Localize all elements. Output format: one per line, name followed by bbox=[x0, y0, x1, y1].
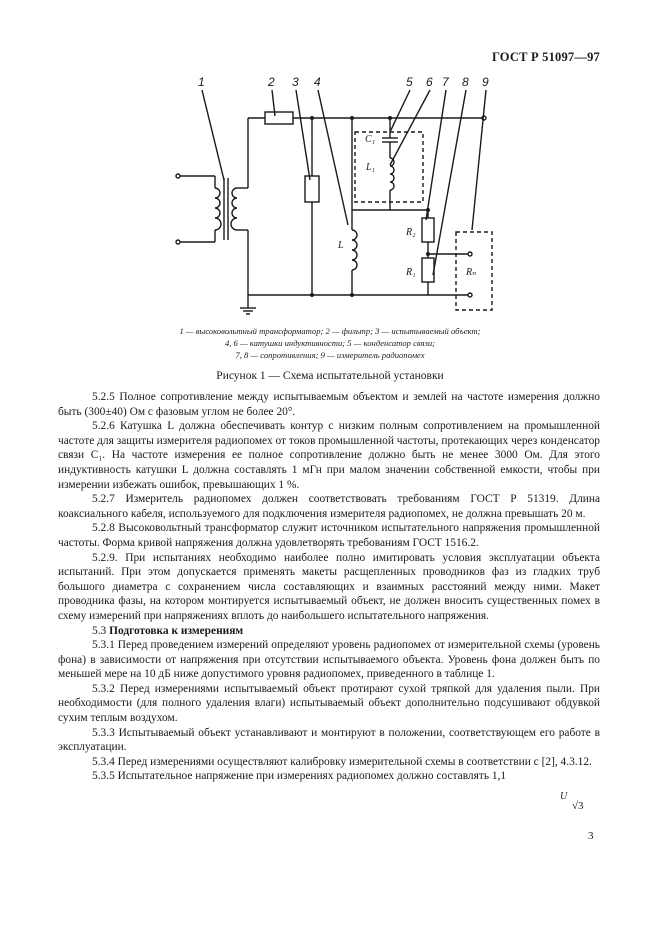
paragraph-5-3-4: 5.3.4 Перед измерениями осуществляют калибровку измерительной схемы в соответствии с [2], 4.3.12. bbox=[92, 755, 592, 768]
label-r2: R₂ bbox=[406, 227, 416, 238]
body-text bbox=[58, 390, 600, 784]
figure-number-8: 8 bbox=[462, 75, 469, 89]
section-title: Подготовка к измерениям bbox=[109, 624, 244, 637]
paragraph-5-3-3: 5.3.3 Испытываемый объект устанавливают и монтируют в положении, соответствующем его работе в эксплуатации. bbox=[58, 726, 600, 754]
circuit-schematic bbox=[150, 70, 510, 330]
figure-legend bbox=[60, 325, 600, 361]
figure-number-7: 7 bbox=[442, 75, 449, 89]
paragraph-5-2-9: 5.2.9. При испытаниях необходимо наиболее полно имитировать условия эксплуатации объекта испытаний. При этом допускается применять макеты расщепленных проводников фаз из гладких труб большого диаметра с сохранением числа составляющих и взаимных расстояний между ними. Макет проводника фазы, на котором монтируется испытываемый объект, не должен вносить существенных помех в схему измерений при напряжениях вплоть до наибольшего испытательного напряжения. bbox=[58, 551, 600, 622]
paragraph-5-2-8: 5.2.8 Высоковольтный трансформатор служит источником испытательного напряжения промышленной частоты. Форма кривой напряжения должна удовлетворять требованиям ГОСТ 1516.2. bbox=[58, 522, 600, 549]
label-c1: C₁ bbox=[365, 134, 376, 145]
junction-dot bbox=[350, 116, 354, 120]
figure-number-5: 5 bbox=[406, 75, 413, 89]
paragraph-5-3-5: 5.3.5 Испытательное напряжение при измерениях радиопомех должно составлять 1,1 bbox=[92, 770, 507, 783]
legend-line: 4, 6 — катушки индуктивности; 5 — конденсатор связи; bbox=[224, 338, 436, 348]
section-heading bbox=[58, 624, 600, 639]
figure-number-6: 6 bbox=[426, 75, 433, 89]
document-header: ГОСТ Р 51097—97 bbox=[491, 50, 600, 64]
figure-number-1: 1 bbox=[198, 75, 205, 89]
figure-number-4: 4 bbox=[314, 75, 321, 89]
paragraph-5-2-7: 5.2.7 Измеритель радиопомех должен соответствовать требованиям ГОСТ Р 51319. Длина коаксиального кабеля, используемого для подключения измерителя радиопомех, не должна превышать 20 м. bbox=[58, 493, 600, 520]
label-r1: R₁ bbox=[406, 267, 416, 278]
figure-caption: Рисунок 1 — Схема испытательной установки bbox=[216, 370, 444, 382]
paragraph-5-3-1: 5.3.1 Перед проведением измерений определяют уровень радиопомех от измерительной схемы (уровень фона) в зависимости от напряжения при отсутствии испытываемого объекта. Уровень фона должен быть по меньшей мере на 10 дБ ниже допустимого уровня радиопомех, приведенного в таблице 1. bbox=[58, 639, 600, 681]
formula-numerator: U bbox=[560, 791, 568, 802]
junction-dot bbox=[310, 293, 314, 297]
legend-line: 1 — высоковольтный трансформатор; 2 — фильтр; 3 — испытываемый объект; bbox=[179, 326, 481, 336]
paragraph-5-2-5: 5.2.5 Полное сопротивление между испытываемым объектом и землей на частоте измерения должно быть (300±40) Ом с фазовым углом не более 20°. bbox=[58, 391, 600, 418]
figure-number-9: 9 bbox=[482, 75, 489, 89]
figure-number-2: 2 bbox=[268, 75, 275, 89]
junction-dot bbox=[426, 208, 430, 212]
junction-dot bbox=[310, 116, 314, 120]
paragraph-5-2-6: 5.2.6 Катушка L должна обеспечивать контур с низким полным сопротивлением на промышленной частоте для защиты измерителя радиопомех от токов промышленной частоты, протекающих через конденсатор связи C₁. На частоте измерения ее полное сопротивление должно быть не менее 3000 Ом. Для этого индуктивность катушки L должна составлять 1 мГн при малом значении собственной емкости, чтобы при измерении избежать ошибок, превышающих 1 %. bbox=[58, 420, 600, 491]
legend-line: 7, 8 — сопротивления; 9 — измеритель радиопомех bbox=[235, 350, 425, 360]
label-l: L bbox=[338, 240, 344, 251]
figure-number-3: 3 bbox=[292, 75, 299, 89]
paragraph-5-3-2: 5.3.2 Перед измерениями испытываемый объект протирают сухой тряпкой для удаления пыли. При необходимости (для полного удаления влаги) испытываемый объект дополнительно подсушивают обдувкой сухим теплым воздухом. bbox=[58, 682, 600, 725]
junction-dot bbox=[350, 293, 354, 297]
junction-dot bbox=[426, 252, 430, 256]
label-l1: L₁ bbox=[366, 162, 376, 173]
page-number: 3 bbox=[588, 830, 594, 842]
section-number: 5.3 bbox=[92, 624, 107, 637]
junction-dot bbox=[388, 116, 392, 120]
label-rn: Rₙ bbox=[466, 267, 477, 278]
formula-denominator: √3 bbox=[572, 800, 584, 812]
